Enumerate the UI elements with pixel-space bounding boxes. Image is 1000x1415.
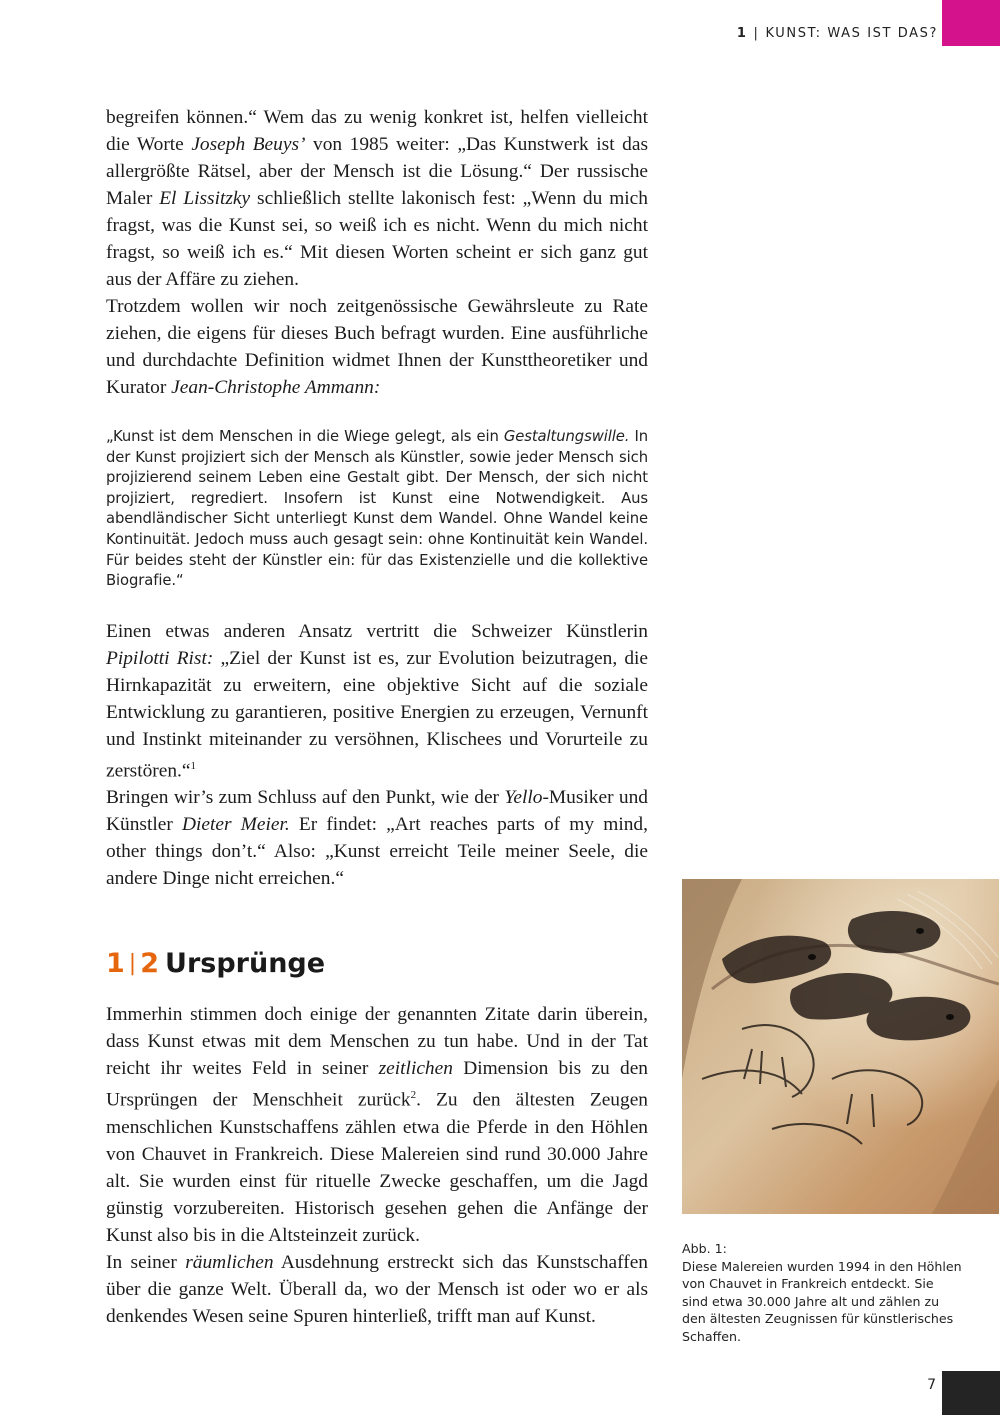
- chapter-color-tab: [942, 0, 1000, 46]
- paragraph-3: [106, 618, 648, 784]
- text-run: In der Kunst projiziert sich der Mensch als Künstler, sowie jeder Mensch sich projizierend seinem Leben eine Gestalt gibt. Der Mensch, der sich nicht projiziert, regrediert. Insofern ist Kunst eine Notwendigkeit. Aus abendländischer Sicht unterliegt Kunst dem Wandel. Ohne Wandel keine Kontinuität. Jedoch muss auch gesagt sein: ohne Kontinuität kein Wandel. Für beides steht der Künstler ein: für das Existenzielle und die kollektive Biografie.“: [106, 428, 648, 590]
- paragraph-2: [106, 293, 648, 401]
- header-separator: |: [753, 26, 760, 41]
- text-run: Ausdehnung erstreckt sich das Kunstschaffen über die ganze Welt. Überall da, wo der Mensch ist oder wo er als denkendes Wesen seine Spuren hinterließ, trifft man auf Kunst.: [106, 1251, 648, 1327]
- text-run: -Musiker und Künstler: [106, 787, 648, 836]
- text-run: Bringen wir’s zum Schluss auf den Punkt, wie der: [106, 787, 505, 809]
- block-quote: [106, 427, 648, 592]
- section-title: Ursprünge: [165, 948, 326, 980]
- footnote-ref-1[interactable]: 1: [190, 759, 197, 772]
- text-run: von 1985 weiter: „Das Kunstwerk ist das allergrößte Rätsel, aber der Mensch ist die Lösung.“ Der russische Maler: [106, 134, 648, 209]
- text-run: Dimension bis zu den Ursprüngen der Menschheit zurück: [106, 1058, 648, 1111]
- text-run: Immerhin stimmen doch einige der genannten Zitate darin überein, dass Kunst etwas mit dem Menschen zu tun habe. Und in der Tat reicht ihr weites Feld in seiner: [106, 1004, 648, 1080]
- italic-term: räumlichen: [185, 1251, 274, 1273]
- section-number-chapter: 1: [106, 948, 125, 980]
- main-text-column: [106, 104, 648, 1330]
- figure-caption-text: Diese Malereien wurden 1994 in den Höhlen von Chauvet in Frankreich entdeckt. Sie sind etwa 30.000 Jahre alt und zählen zu den ältesten Zeugnissen für künstlerisches Schaffen.: [682, 1258, 962, 1344]
- text-run: begreifen können.“ Wem das zu wenig konkret ist, helfen vielleicht die Worte: [106, 107, 648, 155]
- header-chapter-number: 1: [736, 26, 748, 41]
- figure-label: Abb. 1:: [682, 1241, 727, 1256]
- name-jean-christophe-ammann: Jean-Christophe Ammann:: [171, 377, 381, 398]
- section-number-sub: 2: [140, 948, 160, 980]
- text-run: Er findet: „Art reaches parts of my mind, other things don’t.“ Also: „Kunst erreicht Teile meiner Seele, die andere Dinge nicht erreichen.“: [106, 814, 648, 890]
- italic-term: Gestaltungswille.: [503, 428, 630, 445]
- footnote-ref-2[interactable]: 2: [410, 1089, 417, 1102]
- text-run: Trotzdem wollen wir noch zeitgenössische Gewährsleute zu Rate ziehen, die eigens für dieses Buch befragt wurden. Eine ausführliche und durchdachte Definition widmet Ihnen der Kunsttheoretiker und Kurator: [106, 296, 648, 398]
- figure-caption: [682, 1240, 962, 1346]
- running-header: [737, 26, 938, 41]
- cave-painting-image: [682, 879, 999, 1214]
- text-run: Einen etwas anderen Ansatz vertritt die Schweizer Künstlerin: [106, 620, 648, 642]
- page-corner-tab: [942, 1371, 1000, 1415]
- text-run: „Kunst ist dem Menschen in die Wiege gelegt, als ein: [106, 428, 504, 445]
- name-yello: Yello: [504, 787, 543, 809]
- section-number-separator: |: [128, 951, 137, 977]
- italic-term: zeitlichen: [378, 1058, 453, 1080]
- name-el-lissitzky: El Lissitzky: [159, 188, 251, 209]
- text-run: „Ziel der Kunst ist es, zur Evolution beizutragen, die Hirnkapazität zu erweitern, eine objektive Sicht auf die soziale Entwicklung zu garantieren, positive Energien zu erzeugen, Vernunft und Instinkt miteinander zu versöhnen, Klischees und Vorurteile zu zerstören.“: [106, 647, 649, 782]
- paragraph-6: [106, 1249, 648, 1330]
- paragraph-5: [106, 1001, 648, 1248]
- name-dieter-meier: Dieter Meier.: [181, 814, 290, 836]
- text-run: In seiner: [106, 1251, 186, 1273]
- text-run: schließlich stellte lakonisch fest: „Wenn du mich fragst, was die Kunst sei, so weiß ich es nicht. Wenn du mich nicht fragst, so weiß ich es.“ Mit diesen Worten scheint er sich ganz gut aus der Affäre zu ziehen.: [106, 188, 648, 290]
- section-heading: [106, 948, 648, 979]
- paragraph-1: [106, 104, 648, 293]
- header-chapter-title: KUNST: WAS IST DAS?: [765, 26, 938, 41]
- name-joseph-beuys: Joseph Beuys’: [191, 134, 306, 155]
- paragraph-4: [106, 784, 648, 892]
- page-number: 7: [927, 1377, 936, 1393]
- text-run: . Zu den ältesten Zeugen menschlichen Kunstschaffens zählen etwa die Pferde in den Höhlen von Chauvet in Frankreich. Diese Malereien sind rund 30.000 Jahre alt. Sie wurden einst für rituelle Zwecke geschaffen, um die Jagd günstig vorzubereiten. Historisch gesehen gehen die Anfänge der Kunst also bis in die Altsteinzeit zurück.: [106, 1089, 648, 1246]
- name-pipilotti-rist: Pipilotti Rist:: [106, 647, 214, 669]
